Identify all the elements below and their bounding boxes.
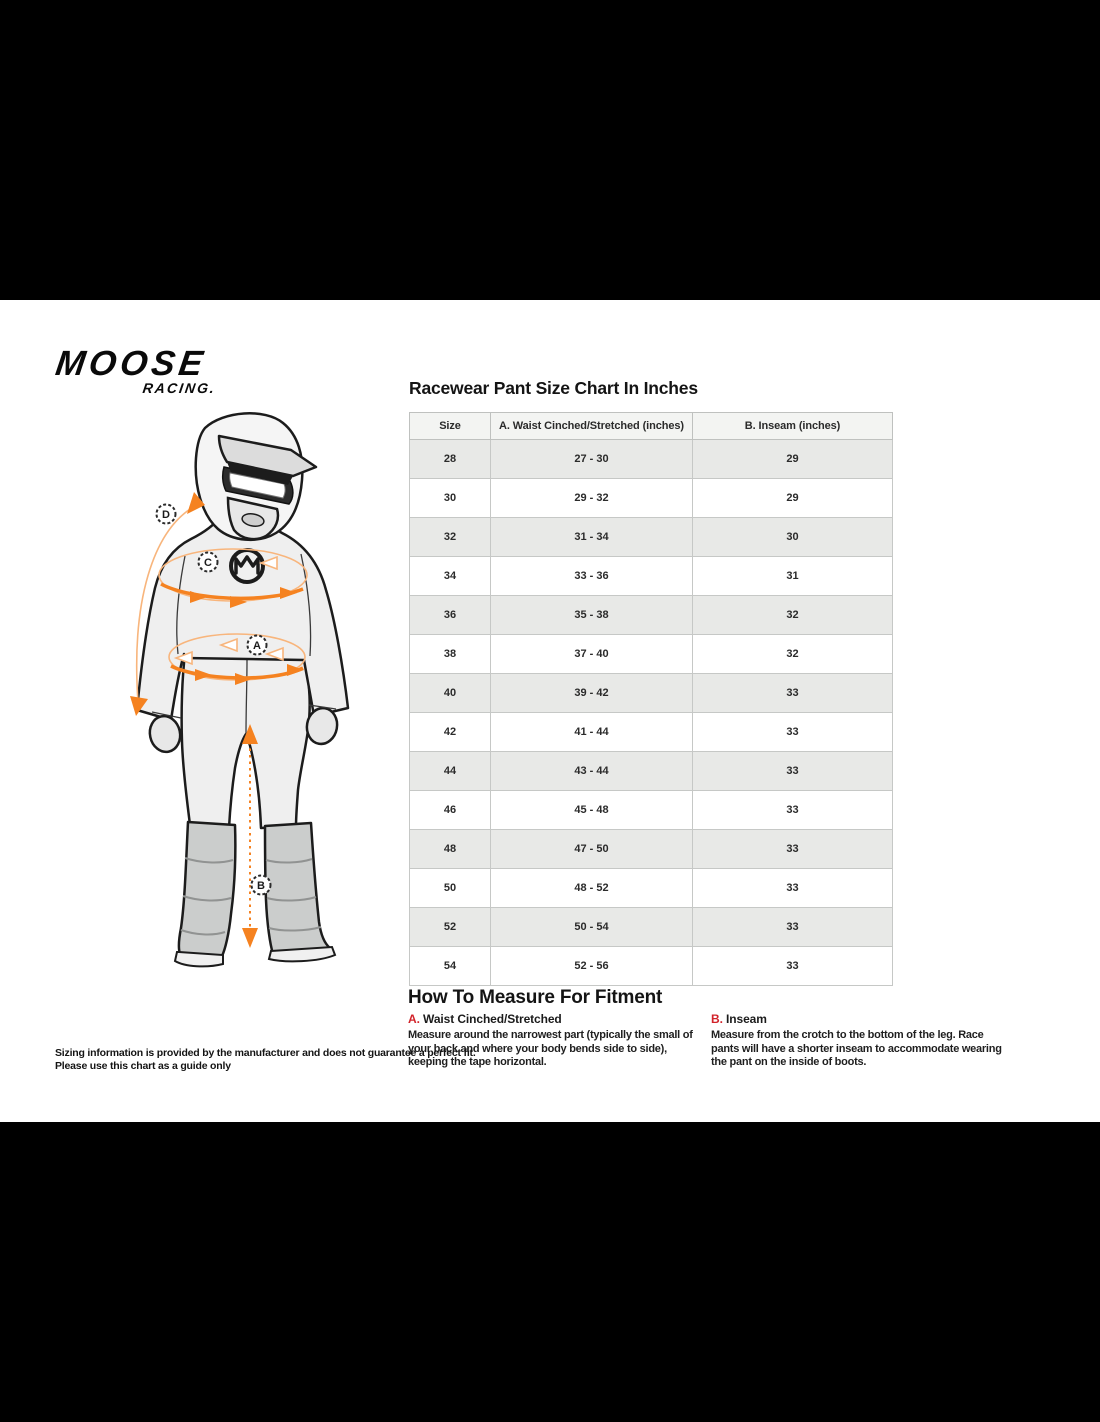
table-row	[410, 557, 893, 596]
table-cell: 54	[410, 947, 491, 986]
table-cell: 36	[410, 596, 491, 635]
measure-label-waist: Waist Cinched/Stretched	[423, 1012, 562, 1026]
table-cell: 32	[693, 596, 893, 635]
size-table-head	[410, 413, 893, 440]
label-b-inseam	[252, 876, 271, 895]
size-table	[409, 412, 893, 986]
size-table-header-cell: Size	[410, 413, 491, 440]
table-cell: 38	[410, 635, 491, 674]
table-row	[410, 596, 893, 635]
table-row	[410, 635, 893, 674]
measure-letter-b: B.	[711, 1012, 723, 1026]
brand-logo-racing: RACING.	[141, 380, 218, 396]
size-table-body	[410, 440, 893, 986]
table-cell: 39 - 42	[491, 674, 693, 713]
table-cell: 33 - 36	[491, 557, 693, 596]
size-table-header-row	[410, 413, 893, 440]
svg-text:D: D	[162, 509, 170, 521]
sizing-disclaimer	[55, 1047, 476, 1073]
table-cell: 47 - 50	[491, 830, 693, 869]
rider-measurement-diagram	[125, 406, 405, 976]
table-cell: 33	[693, 869, 893, 908]
table-cell: 42	[410, 713, 491, 752]
measure-section-inseam-heading	[711, 1012, 1006, 1026]
table-row	[410, 479, 893, 518]
table-cell: 35 - 38	[491, 596, 693, 635]
table-cell: 27 - 30	[491, 440, 693, 479]
table-cell: 31	[693, 557, 893, 596]
table-cell: 29	[693, 440, 893, 479]
brand-logo-moose: MOOSE	[53, 344, 210, 383]
top-letterbox-bar	[0, 0, 1100, 300]
table-cell: 33	[693, 791, 893, 830]
measure-section-inseam	[711, 1012, 1006, 1070]
table-cell: 33	[693, 830, 893, 869]
svg-text:C: C	[204, 557, 212, 569]
label-a-waist	[248, 636, 267, 655]
left-boot-shape	[179, 822, 235, 956]
table-row	[410, 518, 893, 557]
table-row	[410, 674, 893, 713]
table-cell: 33	[693, 947, 893, 986]
table-cell: 52 - 56	[491, 947, 693, 986]
table-cell: 32	[410, 518, 491, 557]
measure-letter-a: A.	[408, 1012, 420, 1026]
table-cell: 48 - 52	[491, 869, 693, 908]
measure-section-waist-heading	[408, 1012, 703, 1026]
table-cell: 34	[410, 557, 491, 596]
table-row	[410, 713, 893, 752]
size-chart-title: Racewear Pant Size Chart In Inches	[409, 378, 698, 398]
table-cell: 41 - 44	[491, 713, 693, 752]
table-cell: 29 - 32	[491, 479, 693, 518]
table-cell: 33	[693, 752, 893, 791]
table-cell: 30	[693, 518, 893, 557]
table-cell: 32	[693, 635, 893, 674]
content-area	[0, 300, 1100, 1122]
size-table-header-cell: B. Inseam (inches)	[693, 413, 893, 440]
label-c-chest	[199, 553, 218, 572]
table-cell: 50	[410, 869, 491, 908]
table-row	[410, 869, 893, 908]
table-cell: 48	[410, 830, 491, 869]
table-cell: 30	[410, 479, 491, 518]
how-to-measure-columns	[408, 1012, 1048, 1070]
table-cell: 28	[410, 440, 491, 479]
table-cell: 33	[693, 713, 893, 752]
table-cell: 50 - 54	[491, 908, 693, 947]
table-row	[410, 752, 893, 791]
table-cell: 37 - 40	[491, 635, 693, 674]
table-cell: 52	[410, 908, 491, 947]
size-table-header-cell: A. Waist Cinched/Stretched (inches)	[491, 413, 693, 440]
table-row	[410, 791, 893, 830]
right-boot-shape	[265, 823, 331, 954]
table-cell: 29	[693, 479, 893, 518]
table-cell: 33	[693, 674, 893, 713]
svg-text:B: B	[257, 880, 265, 892]
label-d-sleeve	[157, 505, 176, 524]
left-glove-shape	[147, 713, 184, 754]
table-cell: 45 - 48	[491, 791, 693, 830]
how-to-measure-title: How To Measure For Fitment	[408, 987, 663, 1008]
measure-label-inseam: Inseam	[726, 1012, 767, 1026]
measure-text-inseam: Measure from the crotch to the bottom of the leg. Race pants will have a shorter inseam to accommodate wearing the pant on the inside of boots.	[711, 1029, 1002, 1068]
table-row	[410, 947, 893, 986]
sizing-disclaimer-line1: Sizing information is provided by the manufacturer and does not guarantee a perfect fit.	[55, 1047, 476, 1059]
svg-text:A: A	[253, 640, 261, 652]
measure-text-waist: Measure around the narrowest part (typically the small of your back and where your body bends side to side), keeping the tape horizontal.	[408, 1029, 693, 1068]
table-row	[410, 908, 893, 947]
table-cell: 40	[410, 674, 491, 713]
table-cell: 44	[410, 752, 491, 791]
sizing-disclaimer-line2: Please use this chart as a guide only	[55, 1060, 231, 1072]
table-cell: 33	[693, 908, 893, 947]
table-row	[410, 830, 893, 869]
table-cell: 43 - 44	[491, 752, 693, 791]
table-cell: 31 - 34	[491, 518, 693, 557]
table-cell: 46	[410, 791, 491, 830]
brand-logo	[53, 344, 226, 396]
bottom-letterbox-bar	[0, 1122, 1100, 1422]
table-row	[410, 440, 893, 479]
